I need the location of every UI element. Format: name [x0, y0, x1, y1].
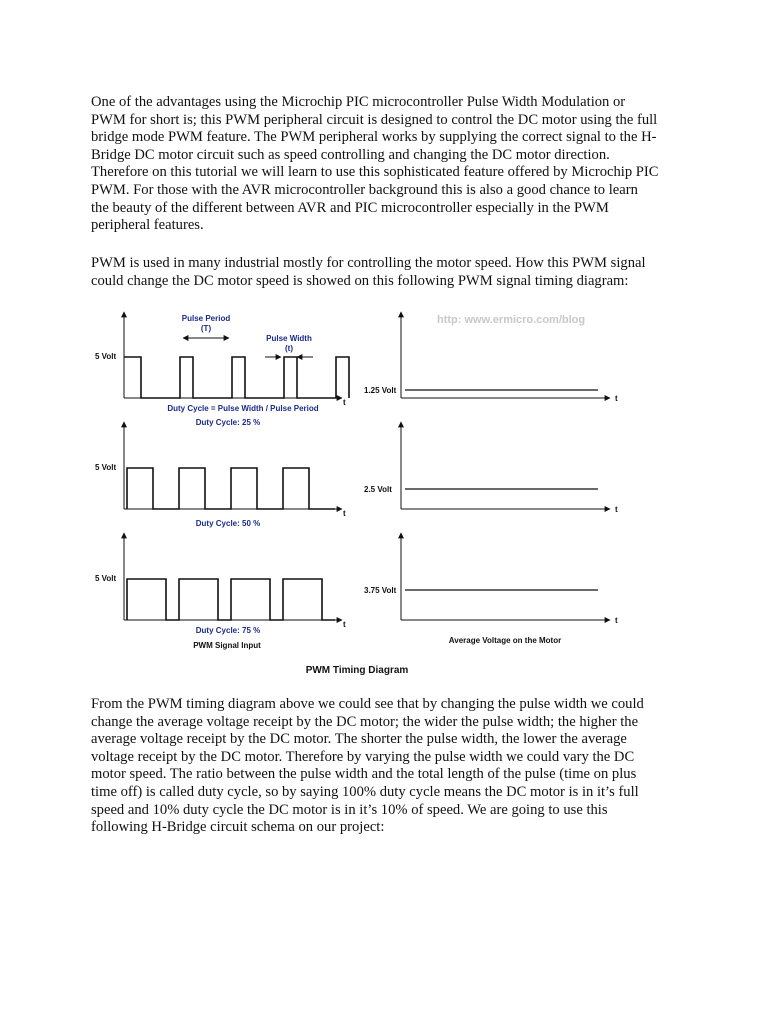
text-line: Bridge DC motor circuit such as speed controlling and changing the DC motor direction.: [91, 146, 610, 163]
text-line: time off) is called duty cycle, so by saying 100% duty cycle means the DC motor is in it’s full: [91, 783, 639, 800]
text-line: PWM. For those with the AVR microcontroller background this is also a good chance to learn: [91, 181, 638, 198]
pwm-waveform: [127, 579, 335, 620]
axis-t-label: t: [615, 394, 618, 403]
conclusion-paragraph: [91, 696, 691, 837]
duty-cycle-label: Duty Cycle: 50 %: [195, 519, 261, 528]
right-caption: Average Voltage on the Motor: [448, 636, 562, 645]
text-line: From the PWM timing diagram above we could see that by changing the pulse width we could: [91, 696, 644, 712]
pulse-width-label: Pulse Width: [266, 334, 312, 343]
axis-t-label: t: [343, 398, 346, 407]
text-line: PWM is used in many industrial mostly for controlling the motor speed. How this PWM signal: [91, 255, 646, 271]
text-line: Therefore on this tutorial we will learn to use this sophisticated feature offered by Microchip PIC: [91, 164, 659, 181]
duty-cycle-label: Duty Cycle: 25 %: [195, 418, 261, 427]
pwm-waveform: [124, 357, 349, 398]
duty-cycle-formula: Duty Cycle = Pulse Width / Pulse Period: [167, 404, 319, 413]
text-line: following H-Bridge circuit schema on our project:: [91, 819, 385, 836]
diagram-title: PWM Timing Diagram: [305, 665, 409, 676]
left-caption: PWM Signal Input: [193, 641, 261, 650]
text-line: average voltage receipt by the DC motor. The shorter the pulse width, the lower the average: [91, 731, 627, 748]
pulse-period-label: Pulse Period: [181, 314, 231, 323]
diagram-rows: [95, 312, 618, 635]
input-voltage-label: 5 Volt: [95, 352, 117, 361]
pulse-width-symbol: (t): [285, 344, 293, 353]
text-line: the beauty of the different between AVR and PIC microcontroller especially in the PWM: [91, 199, 609, 216]
watermark-text: http: www.ermicro.com/blog: [437, 314, 586, 326]
avg-voltage-label: 1.25 Volt: [364, 386, 397, 395]
text-line: PWM for short is; this PWM peripheral circuit is designed to control the DC motor using the full: [91, 111, 658, 128]
axis-t-label: t: [615, 616, 618, 625]
text-line: One of the advantages using the Microchip PIC microcontroller Pulse Width Modulation or: [91, 94, 626, 110]
text-line: speed and 10% duty cycle the DC motor is in it’s 10% of speed. We are going to use this: [91, 801, 608, 818]
duty-cycle-label: Duty Cycle: 75 %: [195, 626, 261, 635]
axis-t-label: t: [343, 620, 346, 629]
axis-t-label: t: [615, 505, 618, 514]
avg-voltage-label: 3.75 Volt: [364, 586, 397, 595]
input-voltage-label: 5 Volt: [95, 574, 117, 583]
text-line: motor speed. The ratio between the pulse width and the total length of the pulse (time on plus: [91, 766, 637, 783]
text-line: bridge mode PWM feature. The PWM peripheral works by supplying the correct signal to the H-: [91, 129, 657, 146]
text-line: could change the DC motor speed is showed on this following PWM signal timing diagram:: [91, 272, 629, 289]
text-line: peripheral features.: [91, 217, 204, 234]
axis-t-label: t: [343, 509, 346, 518]
input-voltage-label: 5 Volt: [95, 463, 117, 472]
pulse-period-symbol: (T): [200, 324, 212, 333]
avg-voltage-label: 2.5 Volt: [364, 485, 392, 494]
text-line: change the average voltage receipt by the DC motor; the wider the pulse width; the higher the: [91, 713, 639, 730]
text-line: voltage receipt by the DC motor. Therefore by varying the pulse width we could vary the DC: [91, 748, 635, 765]
pwm-waveform: [127, 468, 335, 509]
